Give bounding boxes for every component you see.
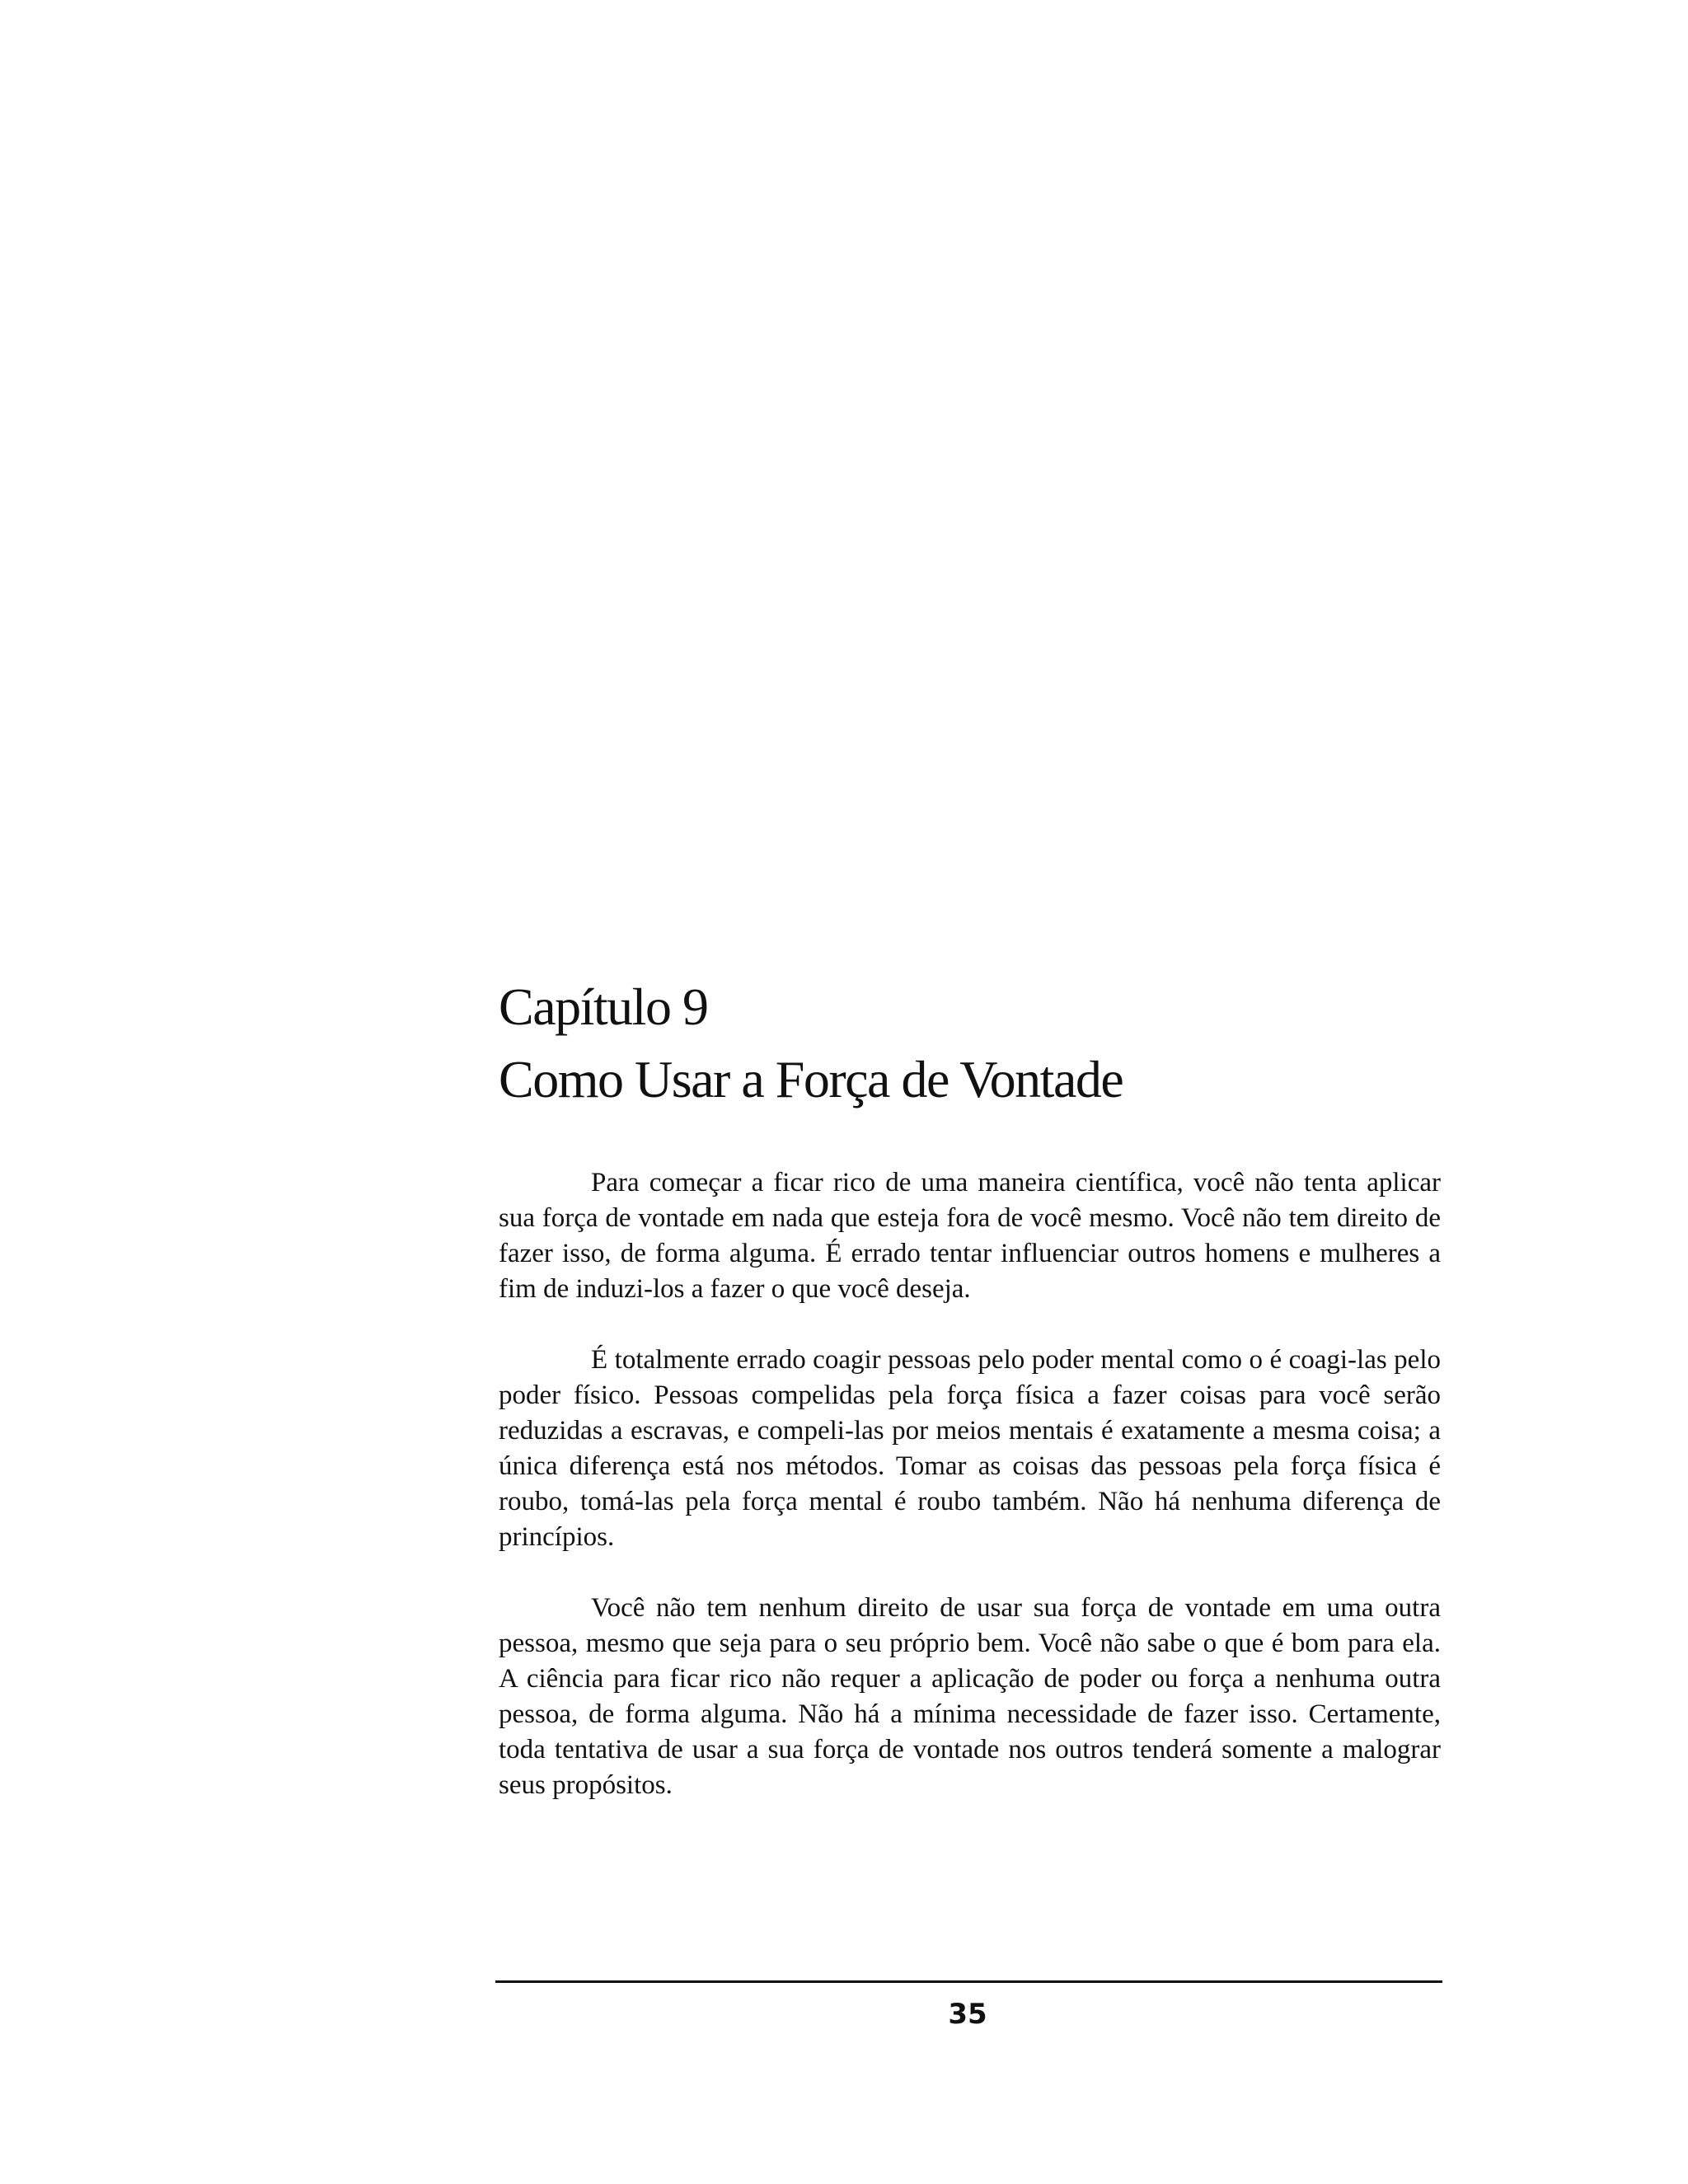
chapter-title: Como Usar a Força de Vontade <box>499 1050 1123 1108</box>
paragraph-1: Para começar a ficar rico de uma maneira científica, você não tenta aplicar sua força de vontade em nada que esteja fora de você mesmo. Você não tem direito de fazer isso, de forma alguma. É errado tentar influenciar outros homens e mulheres a fim de induzi-los a fazer o que você deseja. <box>499 1168 1441 1304</box>
paragraph-3: Você não tem nenhum direito de usar sua força de vontade em uma outra pessoa, mesmo que seja para o seu próprio bem. Você não sabe o que é bom para ela. A ciência para ficar rico não requer a aplicação de poder ou força a nenhuma outra pessoa, de forma alguma. Não há a mínima necessidade de fazer isso. Certamente, toda tentativa de usar a sua força de vontade nos outros tenderá somente a malograr seus propósitos. <box>499 1593 1441 1800</box>
chapter-heading <box>499 971 1447 1116</box>
paragraph-2: É totalmente errado coagir pessoas pelo poder mental como o é coagi-las pelo poder físico. Pessoas compelidas pela força física a fazer coisas para você serão reduzidas a escravas, e compeli-las por meios mentais é exatamente a mesma coisa; a única diferença está nos métodos. Tomar as coisas das pessoas pela força física é roubo, tomá-las pela força mental é roubo também. Não há nenhuma diferença de princípios. <box>499 1345 1441 1552</box>
footer-divider <box>495 1980 1442 1983</box>
chapter-number: Capítulo 9 <box>499 977 708 1036</box>
chapter-body <box>499 1165 1441 1839</box>
page-number: 35 <box>948 1998 987 2031</box>
